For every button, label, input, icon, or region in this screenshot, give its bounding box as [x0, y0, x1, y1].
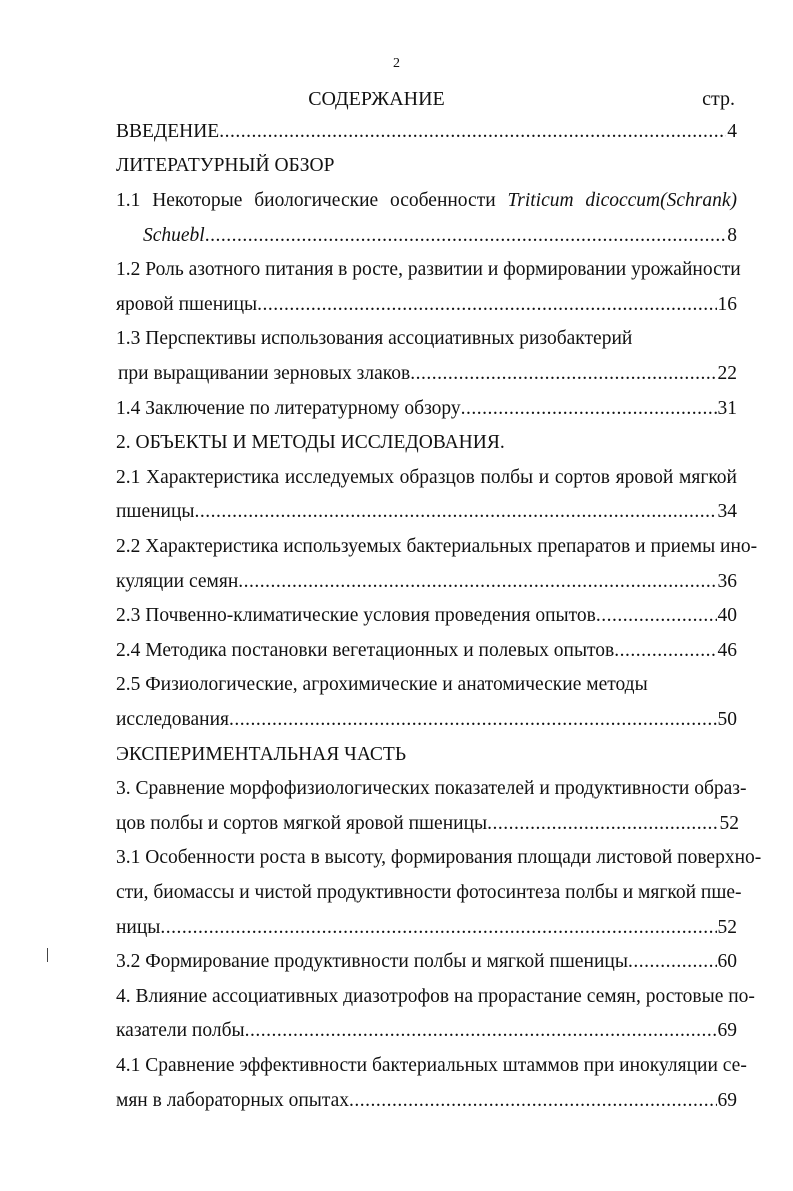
toc-entry-2-2-line1: 2.2 Характеристика используемых бактериальных препаратов и приемы ино-: [116, 536, 758, 557]
toc-entry-3-1-line3: ницы ..... 52: [116, 911, 737, 945]
toc-entry-1-3-line1: 1.3 Перспективы использования ассоциативных ризобактерий: [116, 328, 633, 349]
toc-entry-1-1-line1: 1.1 Некоторые биологические особенности Triticum dicoccum(Schrank): [116, 190, 737, 211]
toc-entry-4-line2: казатели полбы ..... 69: [116, 1014, 737, 1048]
toc-heading-experimental: ЭКСПЕРИМЕНТАЛЬНАЯ ЧАСТЬ: [116, 744, 407, 765]
toc-heading-section-2: 2. ОБЪЕКТЫ И МЕТОДЫ ИССЛЕДОВАНИЯ.: [116, 432, 505, 453]
toc-entry-2-4: 2.4 Методика постановки вегетационных и полевых опытов ..... 46: [116, 634, 737, 668]
toc-entry-4-1-line1: 4.1 Сравнение эффективности бактериальных штаммов при инокуляции се-: [116, 1055, 747, 1076]
toc-entry-1-3-line2: при выращивании зерновых злаков ..... 22: [118, 357, 737, 391]
scan-mark: [47, 948, 48, 962]
toc-entry-1-1-line2: Schuebl ..... 8: [143, 219, 737, 253]
toc-entry-intro: ВВЕДЕНИЕ ..... 4: [116, 115, 737, 149]
toc-entry-2-1-line1: 2.1 Характеристика исследуемых образцов полбы и сортов яровой мягкой: [116, 467, 737, 488]
toc-entry-2-3: 2.3 Почвенно-климатические условия проведения опытов ..... 40: [116, 599, 737, 633]
page-column-label: стр.: [702, 88, 735, 110]
toc-entry-3-1-line1: 3.1 Особенности роста в высоту, формирования площади листовой поверхно-: [116, 847, 762, 868]
toc-entry-2-5-line1: 2.5 Физиологические, агрохимические и анатомические методы: [116, 674, 648, 695]
page-title: СОДЕРЖАНИЕ: [308, 88, 445, 110]
toc-entry-2-1-line2: пшеницы ..... 34: [116, 495, 737, 529]
toc-entry-1-2-line2: яровой пшеницы ..... 16: [116, 288, 737, 322]
toc-entry-3-1-line2: сти, биомассы и чистой продуктивности фотосинтеза полбы и мягкой пше-: [116, 882, 742, 903]
page-number: 2: [393, 56, 400, 71]
toc-entry-4-1-line2: мян в лабораторных опытах ..... 69: [116, 1084, 737, 1118]
toc-entry-3-line2: цов полбы и сортов мягкой яровой пшеницы ..... 52: [116, 807, 739, 841]
toc-entry-3-line1: 3. Сравнение морфофизиологических показателей и продуктивности образ-: [116, 778, 747, 799]
toc-entry-1-2-line1: 1.2 Роль азотного питания в росте, развитии и формировании урожайности: [116, 259, 741, 280]
toc-entry-3-2: 3.2 Формирование продуктивности полбы и мягкой пшеницы ..... 60: [116, 945, 737, 979]
toc-entry-2-2-line2: куляции семян ..... 36: [116, 565, 737, 599]
toc-heading-literature: ЛИТЕРАТУРНЫЙ ОБЗОР: [116, 155, 335, 176]
toc-entry-4-line1: 4. Влияние ассоциативных диазотрофов на прорастание семян, ростовые по-: [116, 986, 755, 1007]
toc-entry-1-4: 1.4 Заключение по литературному обзору ..... 31: [116, 392, 737, 426]
toc-entry-2-5-line2: исследования ..... 50: [116, 703, 737, 737]
